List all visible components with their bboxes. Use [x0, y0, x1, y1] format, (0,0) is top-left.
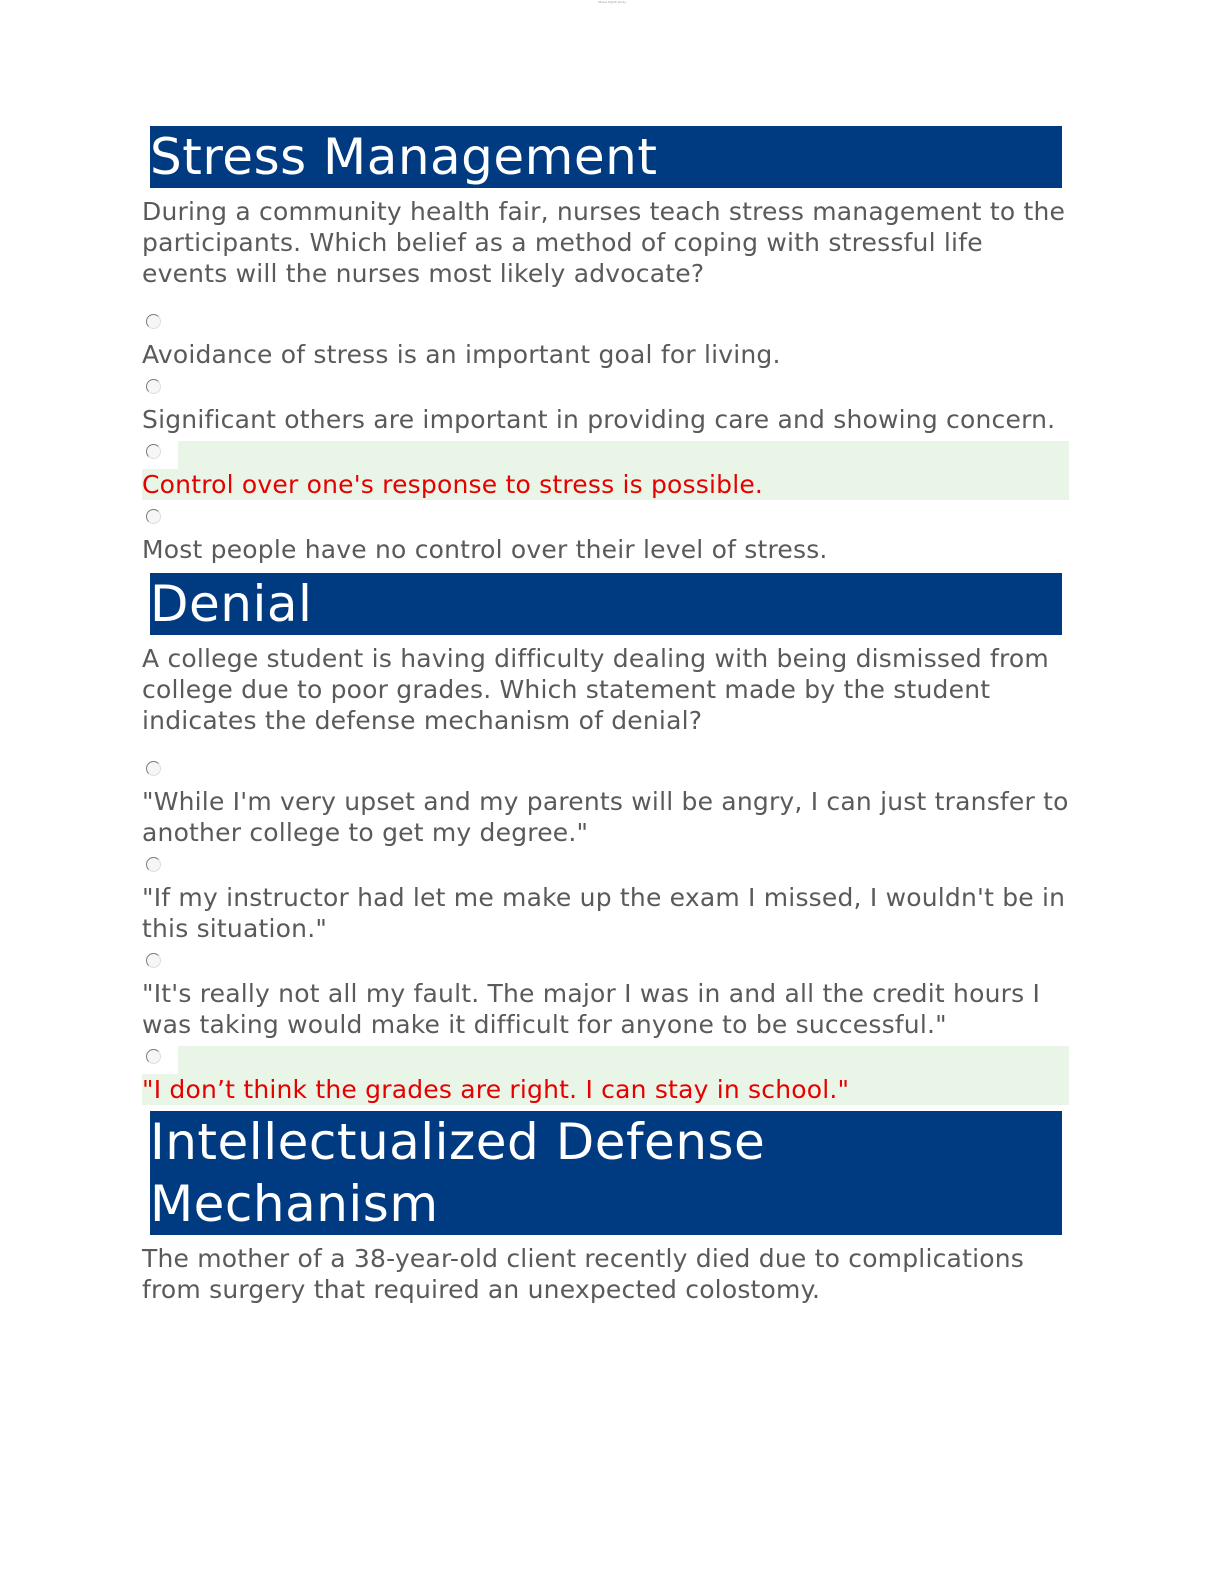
radio-button-icon[interactable]	[146, 857, 161, 872]
radio-button-icon[interactable]	[146, 444, 161, 459]
section-title: Intellectualized Defense Mechanism	[150, 1111, 1062, 1235]
radio-button-icon[interactable]	[146, 379, 161, 394]
answer-option-correct[interactable]	[142, 441, 1069, 500]
section-denial	[142, 573, 1072, 1105]
radio-button-icon[interactable]	[146, 1049, 161, 1064]
answer-option[interactable]	[142, 950, 1072, 1040]
option-text: Control over one's response to stress is possible.	[142, 470, 764, 499]
section-title: Denial	[150, 573, 1062, 635]
option-text: Avoidance of stress is an important goal for living.	[142, 340, 781, 369]
option-text: "I don’t think the grades are right. I can stay in school."	[142, 1075, 850, 1104]
option-text: Significant others are important in providing care and showing concern.	[142, 405, 1056, 434]
option-text: "While I'm very upset and my parents will be angry, I can just transfer to another college to get my degree."	[142, 787, 1069, 847]
answer-option[interactable]	[142, 506, 1072, 565]
section-stress-management	[142, 126, 1072, 565]
answer-option[interactable]	[142, 311, 1072, 370]
radio-button-icon[interactable]	[146, 509, 161, 524]
question-text: During a community health fair, nurses teach stress management to the participants. Which belief as a method of coping with stressful life events will the nurses most likely advocate?	[142, 197, 1066, 288]
section-intellectualized-defense	[142, 1111, 1072, 1305]
option-text: "It's really not all my fault. The major I was in and all the credit hours I was taking would make it difficult for anyone to be successful."	[142, 979, 1041, 1039]
document-content	[142, 126, 1072, 1327]
answer-option[interactable]	[142, 758, 1072, 848]
radio-button-icon[interactable]	[146, 761, 161, 776]
option-text: Most people have no control over their level of stress.	[142, 535, 828, 564]
page-header-note: Stress Mgmt study	[597, 0, 627, 4]
question-text: The mother of a 38-year-old client recently died due to complications from surgery that required an unexpected colostomy.	[142, 1244, 1024, 1304]
radio-button-icon[interactable]	[146, 314, 161, 329]
question-text: A college student is having difficulty dealing with being dismissed from college due to poor grades. Which statement made by the student indicates the defense mechanism of denial?	[142, 644, 1049, 735]
option-text: "If my instructor had let me make up the exam I missed, I wouldn't be in this situation."	[142, 883, 1066, 943]
answer-option-correct[interactable]	[142, 1046, 1069, 1105]
answer-option[interactable]	[142, 854, 1072, 944]
answer-option[interactable]	[142, 376, 1072, 435]
radio-button-icon[interactable]	[146, 953, 161, 968]
section-title: Stress Management	[150, 126, 1062, 188]
